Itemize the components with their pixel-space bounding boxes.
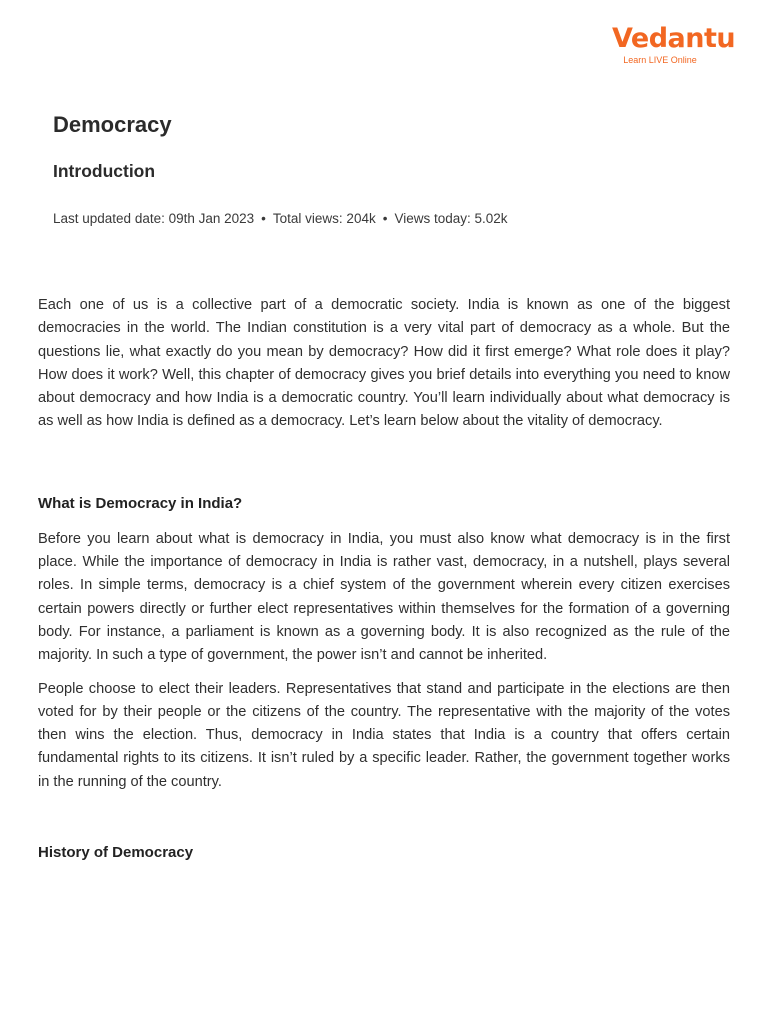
section-heading-what-is-democracy: What is Democracy in India? bbox=[38, 494, 243, 512]
page-title: Democracy bbox=[53, 112, 172, 137]
article-meta bbox=[53, 209, 508, 229]
meta-separator: • bbox=[382, 211, 388, 226]
intro-paragraph: Each one of us is a collective part of a democratic society. India is known as one of the biggest democracies in the world. The Indian constitution is a very vital part of democracy as a whole. But the questions lie, what exactly do you mean by democracy? How did it first emerge? What role does it play? How does it work? Well, this chapter of democracy gives you brief details into everything you need to know about democracy and how India is a democratic country. You’ll learn individually about what democracy is as well as how India is defined as a democracy. Let’s learn below about the vitality of democracy. bbox=[38, 297, 730, 430]
section-heading-history-of-democracy: History of Democracy bbox=[38, 844, 194, 862]
logo-wordmark: Vedantu bbox=[612, 23, 736, 54]
vedantu-logo[interactable] bbox=[612, 23, 736, 66]
views-today: Views today: 5.02k bbox=[394, 211, 508, 226]
logo-tagline: Learn LIVE Online bbox=[623, 55, 697, 65]
meta-separator: • bbox=[261, 211, 266, 226]
total-views: Total views: 204k bbox=[272, 211, 376, 226]
last-updated-date: Last updated date: 09th Jan 2023 bbox=[53, 211, 255, 226]
page-subtitle: Introduction bbox=[53, 161, 156, 181]
section-paragraph: Before you learn about what is democracy in India, you must also know what democracy is in the first place. While the importance of democracy in India is rather vast, democracy, in a nutshell, plays several roles. In simple terms, democracy is a chief system of the government wherein every citizen exercises certain powers directly or further elect representatives within themselves for the formation of a governing body. For instance, a parliament is known as a governing body. It is also recognized as the rule of the majority. In such a type of government, the power isn’t and cannot be inherited. bbox=[38, 530, 730, 664]
section-paragraph: People choose to elect their leaders. Representatives that stand and participate in the elections are then voted for by their people or the citizens of the country. The representative with the majority of the votes then wins the election. Thus, democracy in India states that India is a country that offers certain fundamental rights to its citizens. It isn’t ruled by a specific leader. Rather, the government together works in the running of the country. bbox=[38, 680, 730, 790]
article-body bbox=[38, 294, 730, 864]
